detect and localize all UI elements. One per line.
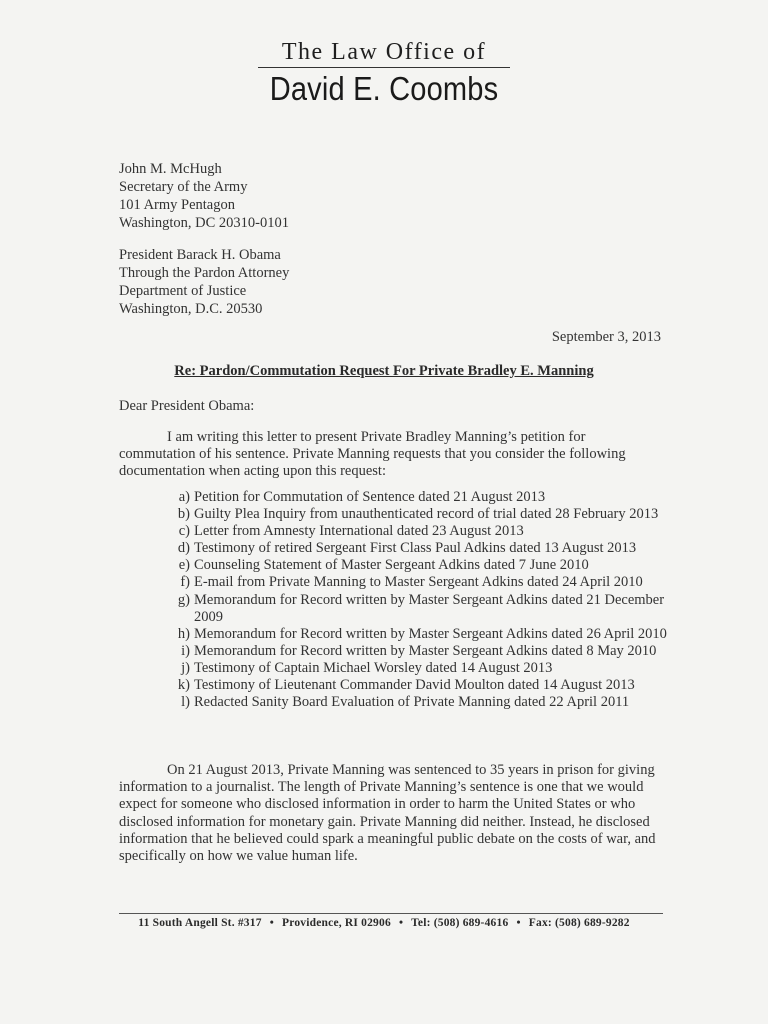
letterhead	[0, 38, 768, 107]
address-line: 101 Army Pentagon	[119, 197, 235, 213]
list-marker: k)	[177, 677, 190, 694]
list-item	[171, 506, 671, 523]
body-paragraph-2: On 21 August 2013, Private Manning was sentenced to 35 years in prison for giving information to a journalist. The length of Private Manning’s sentence is one that we would expect for someone who disclosed information in order to harm the United States or who disclosed information for monetary gain. Private Manning did neither. Instead, he disclosed information that he believed could spark a meaningful public debate on the costs of war, and specifically on how we value human life.	[119, 762, 656, 865]
address-line: Department of Justice	[119, 283, 247, 299]
letterhead-divider	[258, 67, 510, 68]
list-marker: a)	[178, 489, 190, 505]
footer-divider	[119, 913, 663, 914]
list-item-text: Counseling Statement of Master Sergeant Adkins dated 7 June 2010	[194, 557, 589, 574]
list-item	[171, 592, 671, 626]
list-marker: d)	[177, 540, 190, 557]
list-item-text: E-mail from Private Manning to Master Sergeant Adkins dated 24 April 2010	[194, 574, 643, 591]
list-item-text: Testimony of Captain Michael Worsley dated 14 August 2013	[194, 659, 553, 676]
list-item	[171, 626, 671, 643]
footer-separator: •	[516, 917, 521, 929]
list-item-text: Letter from Amnesty International dated 23 August 2013	[194, 523, 524, 540]
list-item-text: Memorandum for Record written by Master Sergeant Adkins dated 8 May 2010	[194, 642, 657, 659]
list-item	[171, 660, 671, 677]
footer-fax: Fax: (508) 689-9282	[528, 917, 630, 929]
footer-contact	[0, 917, 768, 929]
address-line: Secretary of the Army	[119, 179, 248, 195]
letterhead-line1: The Law Office of	[281, 39, 487, 65]
list-item	[171, 540, 671, 557]
footer-separator: •	[399, 917, 404, 929]
list-marker: c)	[178, 523, 190, 540]
list-item	[171, 574, 671, 591]
list-item	[171, 677, 671, 694]
recipient-address-2	[119, 246, 289, 318]
list-marker: b)	[177, 506, 190, 523]
list-item	[171, 489, 671, 506]
address-line: Washington, DC 20310-0101	[119, 215, 290, 231]
letter-date: September 3, 2013	[551, 329, 661, 345]
subject-line: Re: Pardon/Commutation Request For Private Bradley E. Manning	[174, 363, 594, 379]
list-item-text: Testimony of retired Sergeant First Class Paul Adkins dated 13 August 2013	[194, 540, 637, 557]
list-item	[171, 523, 671, 540]
address-line: Through the Pardon Attorney	[119, 265, 290, 281]
list-marker: g)	[177, 591, 190, 608]
list-item	[171, 694, 671, 711]
list-marker: e)	[178, 557, 190, 574]
list-item	[171, 557, 671, 574]
footer-tel: Tel: (508) 689-4616	[411, 917, 509, 929]
list-item-text: Memorandum for Record written by Master Sergeant Adkins dated 26 April 2010	[194, 625, 667, 642]
list-item	[171, 643, 671, 660]
enclosure-list	[171, 489, 671, 711]
footer-separator: •	[269, 917, 274, 929]
footer-street: 11 South Angell St. #317	[138, 917, 262, 929]
letterhead-name: David E. Coombs	[269, 70, 499, 107]
list-marker: i)	[181, 642, 190, 659]
list-marker: l)	[181, 694, 190, 711]
address-line: John M. McHugh	[119, 161, 222, 177]
list-item-text: Testimony of Lieutenant Commander David Moulton dated 14 August 2013	[194, 677, 635, 694]
list-item-text: Petition for Commutation of Sentence dated 21 August 2013	[194, 489, 546, 505]
list-item-text: Guilty Plea Inquiry from unauthenticated record of trial dated 28 February 2013	[194, 506, 659, 523]
address-line: Washington, D.C. 20530	[119, 301, 263, 317]
list-item-text: Redacted Sanity Board Evaluation of Private Manning dated 22 April 2011	[194, 694, 630, 711]
list-marker: j)	[181, 659, 190, 676]
list-marker: f)	[180, 574, 190, 591]
list-item-text: Memorandum for Record written by Master Sergeant Adkins dated 21 December 2009	[194, 591, 665, 625]
address-line: President Barack H. Obama	[119, 247, 281, 263]
body-paragraph-1: I am writing this letter to present Private Bradley Manning’s petition for commutation of his sentence. Private Manning requests that you consider the following documentation when acting upon this request:	[119, 429, 626, 480]
list-marker: h)	[177, 625, 190, 642]
recipient-address-1	[119, 160, 289, 232]
salutation: Dear President Obama:	[119, 398, 255, 414]
footer-city: Providence, RI 02906	[282, 917, 391, 929]
